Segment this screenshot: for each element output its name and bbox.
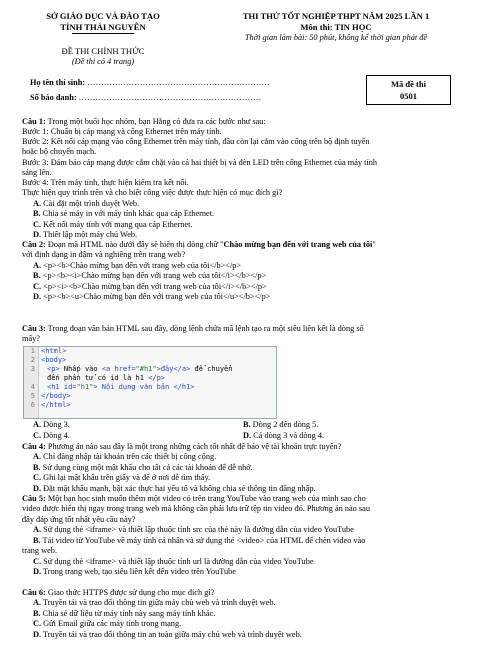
option-text: Truyền tải và trao đổi thông tin an toàn giữa máy chủ web và trình duyệt web.	[41, 630, 302, 639]
q6-option-c[interactable]	[33, 619, 181, 629]
q2-stem-line2: với định dạng in đậm và nghiêng trên trang web?	[22, 250, 186, 259]
q1-step: Bước 3: Đảm bảo cáp mạng được cắm chặt vào cả hai thiết bị và đèn LED trên cổng Ethernet của máy tính	[22, 158, 378, 167]
q4-stem	[22, 442, 341, 452]
code-token: đến phần tử có id là h1	[47, 374, 149, 382]
code-snippet	[23, 346, 277, 419]
code-token: >đây</a>	[156, 365, 191, 373]
exam-code-value: 0501	[400, 91, 417, 101]
candidate-number-dots[interactable]: …………………………………………………………	[78, 93, 262, 102]
code-token: để chuyển	[190, 365, 233, 373]
option-text: Đặt mật khẩu mạnh, bật xác thực hai yếu tố và không chia sẻ thông tin đăng nhập.	[41, 484, 316, 493]
q4-option-c[interactable]	[33, 473, 210, 483]
code-token: </h1>	[173, 383, 195, 391]
code-token: <body>	[41, 356, 67, 364]
q5-option-c[interactable]	[33, 557, 314, 567]
line-number: 4	[30, 383, 35, 391]
option-key: D.	[33, 567, 42, 576]
candidate-number-label: Số báo danh:	[30, 93, 77, 102]
code-token: <p>	[47, 365, 60, 373]
code-token: </p>	[148, 374, 166, 382]
q4-option-a[interactable]	[33, 452, 216, 462]
exam-code-label: Mã đề thi	[391, 79, 426, 89]
option-text: <p><b><u>Chào mừng bạn đến với trang web của tôi</u></b></p>	[41, 292, 271, 301]
option-text: Tải video từ YouTube về máy tính cá nhân và sử dụng thẻ <video> của HTML để chèn video vào	[40, 536, 366, 545]
pages-note: (Đề thi có 4 trang)	[71, 57, 135, 66]
q1-stem	[22, 117, 266, 127]
option-key: B.	[33, 536, 41, 545]
q6-option-a[interactable]	[33, 598, 276, 608]
exam-code-box	[366, 75, 451, 105]
code-token: > Nội dung văn bản	[93, 383, 174, 391]
q4-number: Câu 4:	[22, 442, 46, 451]
code-line-4	[41, 383, 274, 392]
option-key: C.	[33, 473, 42, 482]
q3-option-a[interactable]	[33, 420, 70, 430]
line-number: 5	[30, 392, 35, 400]
code-line-5	[41, 392, 274, 401]
q4-text: Phương án nào sau đây là một trong những cách tốt nhất để bảo vệ tài khoản trực tuyến?	[45, 442, 342, 451]
q1-text: Trong một buổi học nhóm, bạn Hằng có đưa ra các bước như sau:	[45, 117, 266, 126]
q1-number: Câu 1:	[22, 117, 46, 126]
code-line-2	[41, 356, 274, 365]
code-token: <h1 id=	[47, 383, 77, 391]
option-key: C.	[33, 619, 42, 628]
code-token: "#h1"	[135, 365, 157, 373]
option-text: Kết nối máy tính với mạng qua cáp Ethernet.	[41, 220, 193, 229]
line-number	[24, 374, 38, 383]
option-key: D.	[243, 431, 252, 440]
q2-option-d[interactable]	[33, 292, 270, 302]
q4-option-b[interactable]	[33, 463, 253, 473]
line-number: 2	[30, 356, 35, 364]
q5-stem-line2: video được hiển thị ngay trong trang web mà không cần phải lưu trữ tệp tin video đó. Phương án nào sau	[22, 504, 370, 513]
option-key: C.	[33, 220, 42, 229]
option-text: Ghi lại mật khẩu trên giấy và để ở nơi dễ tìm thấy.	[41, 473, 211, 482]
line-number: 1	[30, 347, 35, 355]
code-body	[41, 347, 274, 410]
q2-number: Câu 2:	[22, 240, 46, 249]
exam-duration: Thời gian làm bài: 50 phút, không kể thời gian phát đề	[244, 33, 428, 42]
option-text: Thiết lập một máy chủ Web.	[41, 230, 138, 239]
q1-option-d[interactable]	[33, 230, 137, 240]
q1-option-b[interactable]	[33, 209, 214, 219]
candidate-name-row	[30, 78, 270, 88]
q3-option-b[interactable]	[243, 420, 318, 430]
exam-subject: Môn thi: TIN HỌC	[300, 22, 372, 32]
q5-option-a[interactable]	[33, 525, 354, 535]
option-text: Dòng 2 đến dòng 5.	[250, 420, 319, 429]
option-text: Sử dụng thẻ <iframe> và thiết lập thuộc tính url là đường dẫn của video YouTube	[41, 557, 314, 566]
option-key: B.	[33, 209, 41, 218]
option-text: <p><b><i>Chào mừng bạn đến với trang web của tôi</i></b></p>	[40, 271, 267, 280]
q6-number: Câu 6:	[22, 588, 46, 597]
option-text: Gửi Email giữa các máy tính trong mạng.	[41, 619, 182, 628]
option-key: D.	[33, 230, 42, 239]
option-text: Chỉ đăng nhập tài khoản trên các thiết bị công cộng.	[41, 452, 217, 461]
q3-text: Trong đoạn văn bản HTML sau đây, dòng lệnh chứa mã lệnh tạo ra một siêu liên kết là dòng số	[45, 324, 364, 333]
code-token: <html>	[41, 347, 67, 355]
q2-option-c[interactable]	[33, 282, 267, 292]
q5-stem	[22, 494, 366, 504]
q1-step: Bước 4: Trên máy tính, thực hiện kiểm tra kết nối.	[22, 178, 189, 187]
line-number: 3	[30, 365, 35, 373]
province-name: TỈNH THÁI NGUYÊN	[60, 22, 146, 32]
q5-text: Một bạn học sinh muốn thêm một video có trên trang YouTube vào trang web của mình sao cho	[45, 494, 366, 503]
option-key: B.	[243, 420, 251, 429]
q5-option-b-cont	[22, 546, 57, 556]
code-line-1	[41, 347, 274, 356]
q3-option-d[interactable]	[243, 431, 324, 441]
q3-number: Câu 3:	[22, 324, 46, 333]
code-token: </body>	[41, 392, 71, 400]
option-text: Sử dụng cùng một mật khẩu cho tất cả các tài khoản để dễ nhớ.	[40, 463, 253, 472]
q1-step: Bước 1: Chuẩn bị cáp mạng và cổng Ethernet trên máy tính.	[22, 127, 222, 136]
code-line-3	[41, 365, 274, 374]
q1-option-a[interactable]	[33, 199, 139, 209]
code-token: "h1"	[76, 383, 94, 391]
q2-bold-text: Chào mừng bạn đến với trang web của tôi	[223, 240, 373, 249]
q6-stem	[22, 588, 214, 598]
option-key: D.	[33, 630, 42, 639]
code-line-3-cont	[41, 374, 274, 383]
option-text: Chia sẻ dữ liệu từ máy tính này sang máy tính khác.	[40, 609, 216, 618]
option-text: <p><b>Chào mừng bạn đến với trang web của tôi</b></p>	[41, 261, 242, 270]
q2-option-b[interactable]	[33, 271, 266, 281]
code-token: <a href=	[101, 365, 136, 373]
q6-text: Giao thức HTTPS được sử dụng cho mục đích gì?	[45, 588, 215, 597]
q5-option-b[interactable]	[33, 536, 365, 546]
option-key: A.	[33, 598, 42, 607]
q1-step: sáng lên.	[22, 168, 52, 177]
option-key: A.	[33, 525, 42, 534]
option-text: Chia sẻ máy in với máy tính khác qua cáp Ethernet.	[40, 209, 215, 218]
candidate-name-label: Họ tên thí sinh:	[30, 78, 86, 87]
option-text: Truyền tải và trao đổi thông tin giữa máy chủ web và trình duyệt web.	[41, 598, 276, 607]
option-text: Cả dòng 3 và dòng 4.	[251, 431, 325, 440]
exam-title: THI THỬ TỐT NGHIỆP THPT NĂM 2025 LẦN 1	[242, 11, 430, 21]
option-text: Cài đặt một trình duyệt Web.	[41, 199, 140, 208]
option-key: A.	[33, 199, 42, 208]
code-line-6	[41, 401, 274, 410]
option-key: C.	[33, 431, 42, 440]
q2-option-a[interactable]	[33, 261, 241, 271]
candidate-number-row	[30, 93, 261, 103]
q2-text-end: "	[372, 240, 376, 249]
q1-option-c[interactable]	[33, 220, 192, 230]
option-text: trang web.	[22, 546, 58, 555]
q5-stem-line3: đây đáp ứng tốt nhất yêu cầu này?	[22, 515, 136, 524]
province-underline	[72, 33, 134, 34]
official-label: ĐỀ THI CHÍNH THỨC	[61, 46, 145, 56]
q6-option-b[interactable]	[33, 609, 215, 619]
option-text: Dòng 3.	[41, 420, 70, 429]
candidate-name-dots[interactable]: …………………………………………………………	[87, 78, 270, 87]
option-key: C.	[33, 282, 42, 291]
option-key: A.	[33, 261, 42, 270]
option-text: Sử dụng thẻ <iframe> và thiết lập thuộc tính src của thẻ này là đường dẫn của video YouTube	[41, 525, 354, 534]
code-token: Nhấp vào	[59, 365, 102, 373]
option-key: B.	[33, 271, 41, 280]
q4-option-d[interactable]	[33, 484, 316, 494]
q2-stem	[22, 240, 376, 250]
q3-stem	[22, 324, 364, 334]
q3-stem-line2: mấy?	[22, 334, 40, 343]
q3-option-c[interactable]	[33, 431, 70, 441]
option-text: <p><i><b>Chào mừng bạn đến với trang web của tôi</i></b></p>	[41, 282, 267, 291]
q1-step: Bước 2: Kết nối cáp mạng vào cổng Ethernet trên máy tính, đầu còn lại cắm vào cổng trên bộ định tuyến	[22, 137, 370, 146]
line-number: 6	[30, 401, 35, 409]
option-key: D.	[33, 292, 42, 301]
q5-number: Câu 5:	[22, 494, 46, 503]
department-name: SỞ GIÁO DỤC VÀ ĐÀO TẠO	[46, 11, 160, 21]
option-key: A.	[33, 452, 42, 461]
q2-text: Đoạn mã HTML nào dưới đây sẽ hiển thị dòng chữ "	[45, 240, 224, 249]
option-key: C.	[33, 557, 42, 566]
option-key: B.	[33, 463, 41, 472]
q1-step: hoặc bộ chuyển mạch.	[22, 147, 97, 156]
option-key: D.	[33, 484, 42, 493]
code-token: </html>	[41, 401, 71, 409]
q1-step: Thực hiện quy trình trên và cho biết công việc được thực hiện có mục đích gì?	[22, 188, 283, 197]
option-key: B.	[33, 609, 41, 618]
option-text: Trong trang web, tạo siêu liên kết đến video trên YouTube	[41, 567, 236, 576]
option-key: A.	[33, 420, 42, 429]
line-number-gutter	[24, 347, 39, 418]
q6-option-d[interactable]	[33, 630, 302, 640]
option-text: Dòng 4.	[41, 431, 70, 440]
q5-option-d[interactable]	[33, 567, 236, 577]
